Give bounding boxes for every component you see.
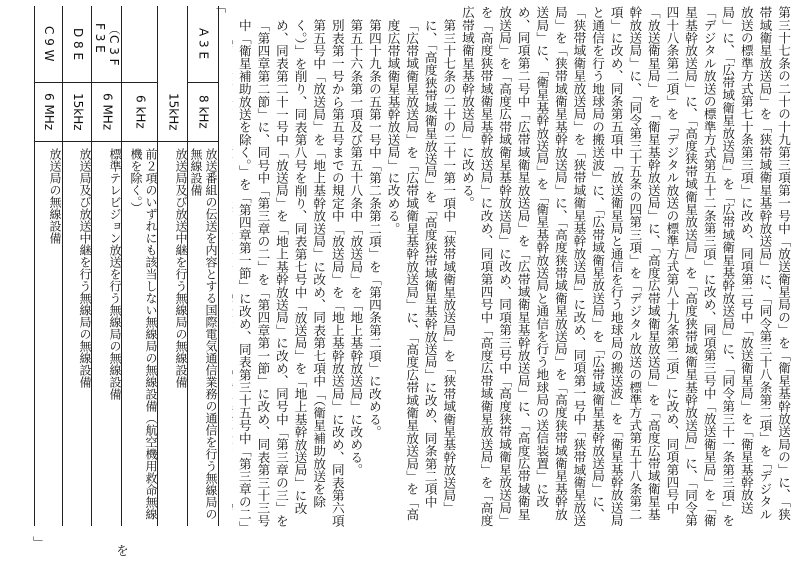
table-cell-description: 前２項のいずれにも該当しない無線局の無線設備（航空機用救命無線機を除く。） (129, 148, 158, 520)
table-row (35, 6, 62, 526)
table-cell-code: C 9 W (35, 6, 62, 83)
table-cell-frequency: 15kHz (63, 83, 92, 142)
table-cell-frequency: 15kHz (158, 83, 188, 142)
paragraph: 第四十九条の五第一号中「第二条第二項」を「第四条第二項」に改める。 (366, 19, 382, 439)
table-row (157, 6, 188, 526)
table-cell-frequency: 6 MHz (35, 83, 62, 142)
table-cell-code (122, 6, 158, 83)
table-cell-description: 放送番組の伝送を内容とする国際電気通信業務の通信を行う無線局の無線設備 (189, 148, 218, 520)
table-row (121, 6, 158, 526)
paragraph: 第五十六条第一項及び第五十八条中「放送局」を「地上基幹放送局」に改める。 (348, 19, 364, 477)
table-row (187, 6, 218, 526)
table-row (62, 6, 92, 526)
table-suffix: を (114, 544, 129, 557)
table-cell-description: 放送局の無線設備 (48, 148, 62, 244)
table-cell-frequency: 6 kHz (122, 83, 158, 142)
close-bracket: 」 (30, 536, 45, 549)
paragraph: 第三十七条の二十の二十一第一項中「狭帯域衛星放送局」を「狭帯域衛星基幹放送局」に、「高度狭帯域衛星放送局」を「高度狭帯域衛星基幹放送局」に改め、同条第二項中「広帯域衛星放送局」を「広帯域衛星基幹放送局」に、「高度広帯域衛星放送局」を「高度広帯域衛星基幹放送局」に改める。 (385, 19, 457, 521)
paragraph: 第三十七条の二十の十九第三項第一号中「放送衛星局の」を「衛星基幹放送局の」に、「狭帯域衛星放送局」を「狭帯域衛星基幹放送局」に、「同令第三十八条第二項」を「デジタル放送の標準方式第七十条第三項」に改め、同項第二号中「放送衛星局」を「衛星基幹放送局」に、「広帯域衛星放送局」を「広帯域衛星基幹放送局」に、「同令第三十一条第三項」を「デジタル放送の標準方式第五十二条第三項」に改め、同項第三号中「放送衛星局」を「衛星基幹放送局」に、「高度狭帯域衛星放送局」を「高度狭帯域衛星基幹放送局」に、「同令第四十八条第二項」を「デジタル放送の標準方式第八十九条第二項」に改め、同項第四号中「放送衛星局」を「衛星基幹放送局」に、「高度広帯域衛星放送局」を「高度広帯域衛星基幹放送局」に、「同令第三十五条の四第三項」を「デジタル放送の標準方式第五十八条第二項」に改め、同条第五項中「放送衛星局と通信を行う地球局の搬送波」を「衛星基幹放送局と通信を行う地球局の搬送波」に、「広帯域衛星放送局」を「広帯域衛星基幹放送局」に、「狭帯域衛星放送局」を「狭帯域衛星基幹放送局」に改め、同項第一号中「狭帯域衛星放送局」を「狭帯域衛星基幹放送局」に、「高度狭帯域衛星放送局」を「高度狭帯域衛星基幹放送局」に、「衛星基幹放送局」を「衛星基幹放送局と通信を行う地球局の送信装置」に改め、同項第二号中「広帯域衛星放送局」を「広帯域衛星基幹放送局」に、「高度広帯域衛星放送局」を「高度広帯域衛星基幹放送局」に改め、同項第三号中「高度狭帯域衛星放送局」を「高度狭帯域衛星基幹放送局」に改め、同項第四号中「高度広帯域衛星放送局」を「高度広帯域衛星基幹放送局」に改める。 (459, 6, 791, 527)
table-cell-description: 標準テレビジョン放送を行う無線局の無線設備 (108, 148, 122, 400)
table-cell-frequency: 8 kHz (188, 83, 218, 142)
open-bracket: 「 (210, 0, 225, 13)
amendment-text (232, 6, 792, 528)
table-cell-code: A 3 E (188, 6, 218, 83)
table-cell-code (158, 6, 188, 82)
table-cell-description: 放送局及び放送中継を行う無線局の無線設備 (78, 148, 92, 388)
frequency-table (34, 6, 219, 526)
code-c3f: C 3 F (107, 34, 121, 66)
paragraph: 別表第一号から第五号までの規定中「放送局」を「地上基幹放送局」に改め、同表第六項第五号中「放送局」を「地上基幹放送局」に改め、同表第七項中「（衛星補助放送を除く。）」を削り、同表第八号を削り、同表第七号中「放送局」を「地上基幹放送局」に改め、同表第二十一号中「放送局」を「地上基幹放送局」に改め、同号中「第三章の三」を「第四章第二節」に、同号中「第三章の二」を「第四章第一節」に改め、同表第三十三号中「衛星補助放送を除く。」を「第四章第一節」に改め、同表第三十五号中「第三章の二」 (236, 19, 345, 528)
table-cell-description: 放送局及び放送中継を行う無線局の無線設備 (174, 148, 188, 388)
table-cell-code (92, 6, 122, 83)
table-cell-frequency: 6 MHz (92, 83, 122, 142)
table-cell-code: D 8 E (63, 6, 92, 83)
table-row (91, 6, 122, 526)
code-f3e: F 3 E (93, 22, 107, 53)
code-pair: （C 3 F F 3 E (93, 22, 121, 66)
